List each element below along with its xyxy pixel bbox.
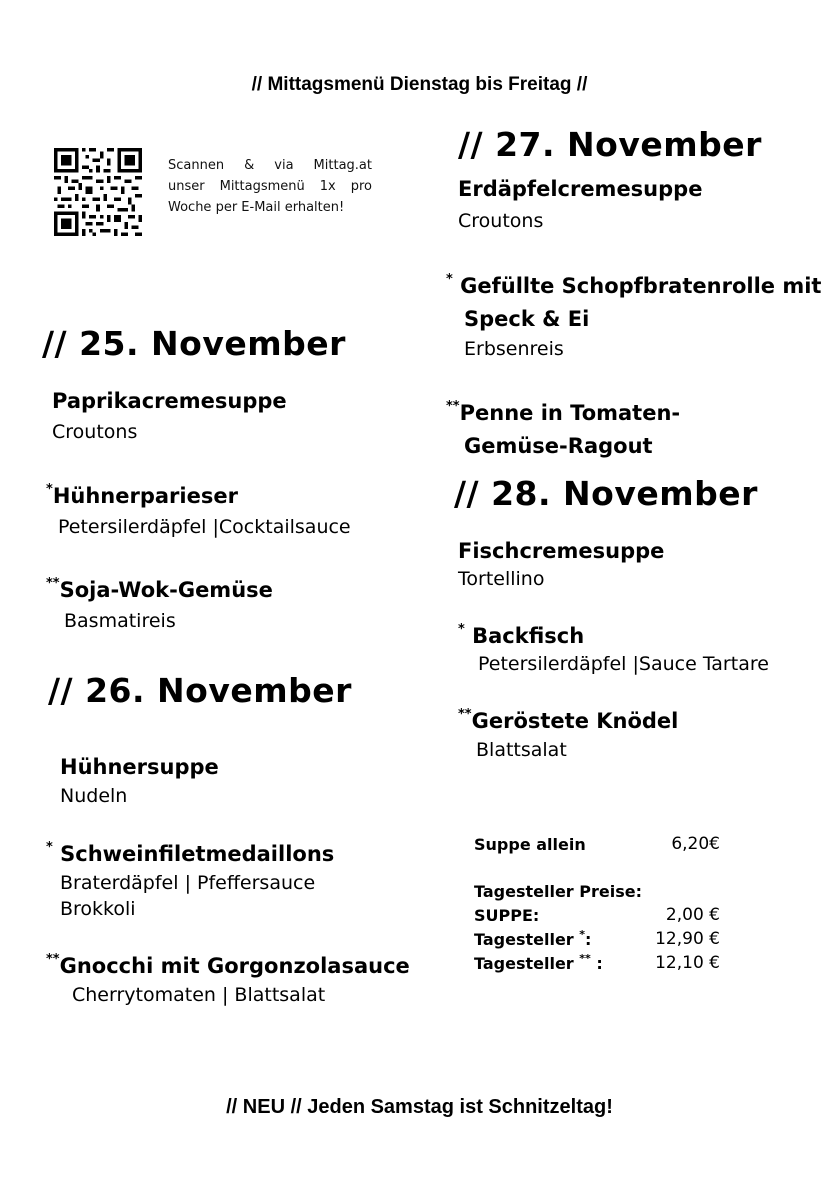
dish-side: Cherrytomaten | Blattsalat xyxy=(72,984,326,1006)
price-value-soup: 2,00 € xyxy=(665,905,720,925)
dish-2 xyxy=(458,709,678,733)
dish-side: Brokkoli xyxy=(60,898,136,920)
price-label-tagesteller-2 xyxy=(474,954,603,973)
dish-name-cont: Speck & Ei xyxy=(464,307,590,331)
dish-name: Penne in Tomaten- xyxy=(459,401,681,425)
price-value-tagesteller-1: 12,90 € xyxy=(655,929,720,949)
dish-name-cont: Gemüse-Ragout xyxy=(464,434,653,458)
dish-2 xyxy=(46,954,410,978)
price-heading-text: Tagesteller Preise xyxy=(474,882,636,901)
price-row-mark: * xyxy=(579,928,586,941)
price-row-mark: ** xyxy=(579,952,591,965)
dish-2 xyxy=(446,401,680,425)
price-value-tagesteller-2: 12,10 € xyxy=(655,953,720,973)
qr-line: unser Mittagsmenü 1x pro xyxy=(168,179,372,194)
dish-side: Basmatireis xyxy=(64,610,176,632)
price-row-label: Tagesteller xyxy=(474,930,580,949)
dish-side: Braterdäpfel | Pfeffersauce xyxy=(60,872,316,894)
soup-name: Fischcremesuppe xyxy=(458,539,665,563)
dish-name: Soja-Wok-Gemüse xyxy=(59,578,273,602)
dish-name: Schweinfiletmedaillons xyxy=(60,842,335,866)
dish-1 xyxy=(46,484,238,508)
soup-name: Paprikacremesuppe xyxy=(52,389,287,413)
dish-1 xyxy=(446,274,821,298)
dish-name: Gefüllte Schopfbratenrolle mit xyxy=(460,274,822,298)
price-heading xyxy=(474,882,642,901)
qr-line: Scannen & via Mittag.at xyxy=(168,158,372,173)
dish-mark: * xyxy=(458,622,465,637)
price-row-label: SUPPE xyxy=(474,906,533,925)
dish-mark: * xyxy=(46,840,53,855)
price-row-label: Tagesteller xyxy=(474,954,580,973)
day-title-nov27: // 27. November xyxy=(458,125,762,164)
dish-1 xyxy=(458,624,584,648)
dish-side: Petersilerdäpfel |Cocktailsauce xyxy=(58,516,351,538)
price-row-colon: : xyxy=(532,906,540,925)
dish-name: Hühnerparieser xyxy=(52,484,238,508)
dish-2 xyxy=(46,578,273,602)
dish-side: Erbsenreis xyxy=(464,338,564,360)
day-title-nov25: // 25. November xyxy=(42,324,346,363)
dish-mark: * xyxy=(46,482,53,497)
day-title-nov28: // 28. November xyxy=(454,474,758,513)
dish-mark: ** xyxy=(46,952,60,967)
dish-mark: * xyxy=(446,272,453,287)
menu-title: // Mittagsmenü Dienstag bis Freitag // xyxy=(251,74,588,95)
dish-mark: ** xyxy=(458,707,472,722)
price-label-soup xyxy=(474,906,539,925)
qr-instructions xyxy=(168,155,372,218)
price-heading-colon: : xyxy=(635,882,642,901)
dish-name: Gnocchi mit Gorgonzolasauce xyxy=(59,954,410,978)
dish-side: Blattsalat xyxy=(476,739,567,761)
soup-side: Croutons xyxy=(458,210,544,232)
soup-side: Croutons xyxy=(52,421,138,443)
dish-mark: ** xyxy=(446,399,460,414)
footer-note: // NEU // Jeden Samstag ist Schnitzeltag! xyxy=(226,1096,613,1118)
dish-name: Geröstete Knödel xyxy=(471,709,679,733)
dish-side: Petersilerdäpfel |Sauce Tartare xyxy=(478,653,769,675)
soup-name: Hühnersuppe xyxy=(60,755,219,779)
soup-name: Erdäpfelcremesuppe xyxy=(458,177,703,201)
price-value-soup-alone: 6,20€ xyxy=(671,834,720,854)
soup-side: Nudeln xyxy=(60,785,128,807)
qr-code-icon[interactable] xyxy=(54,148,142,236)
price-row-colon: : xyxy=(590,954,603,973)
dish-1 xyxy=(46,842,334,866)
price-row-colon: : xyxy=(585,930,592,949)
soup-side: Tortellino xyxy=(458,568,545,590)
day-title-nov26: // 26. November xyxy=(48,671,352,710)
qr-line: Woche per E-Mail erhalten! xyxy=(168,200,345,215)
dish-name: Backfisch xyxy=(472,624,585,648)
dish-mark: ** xyxy=(46,576,60,591)
price-label-tagesteller-1 xyxy=(474,930,591,949)
price-label-soup-alone: Suppe allein xyxy=(474,835,586,854)
